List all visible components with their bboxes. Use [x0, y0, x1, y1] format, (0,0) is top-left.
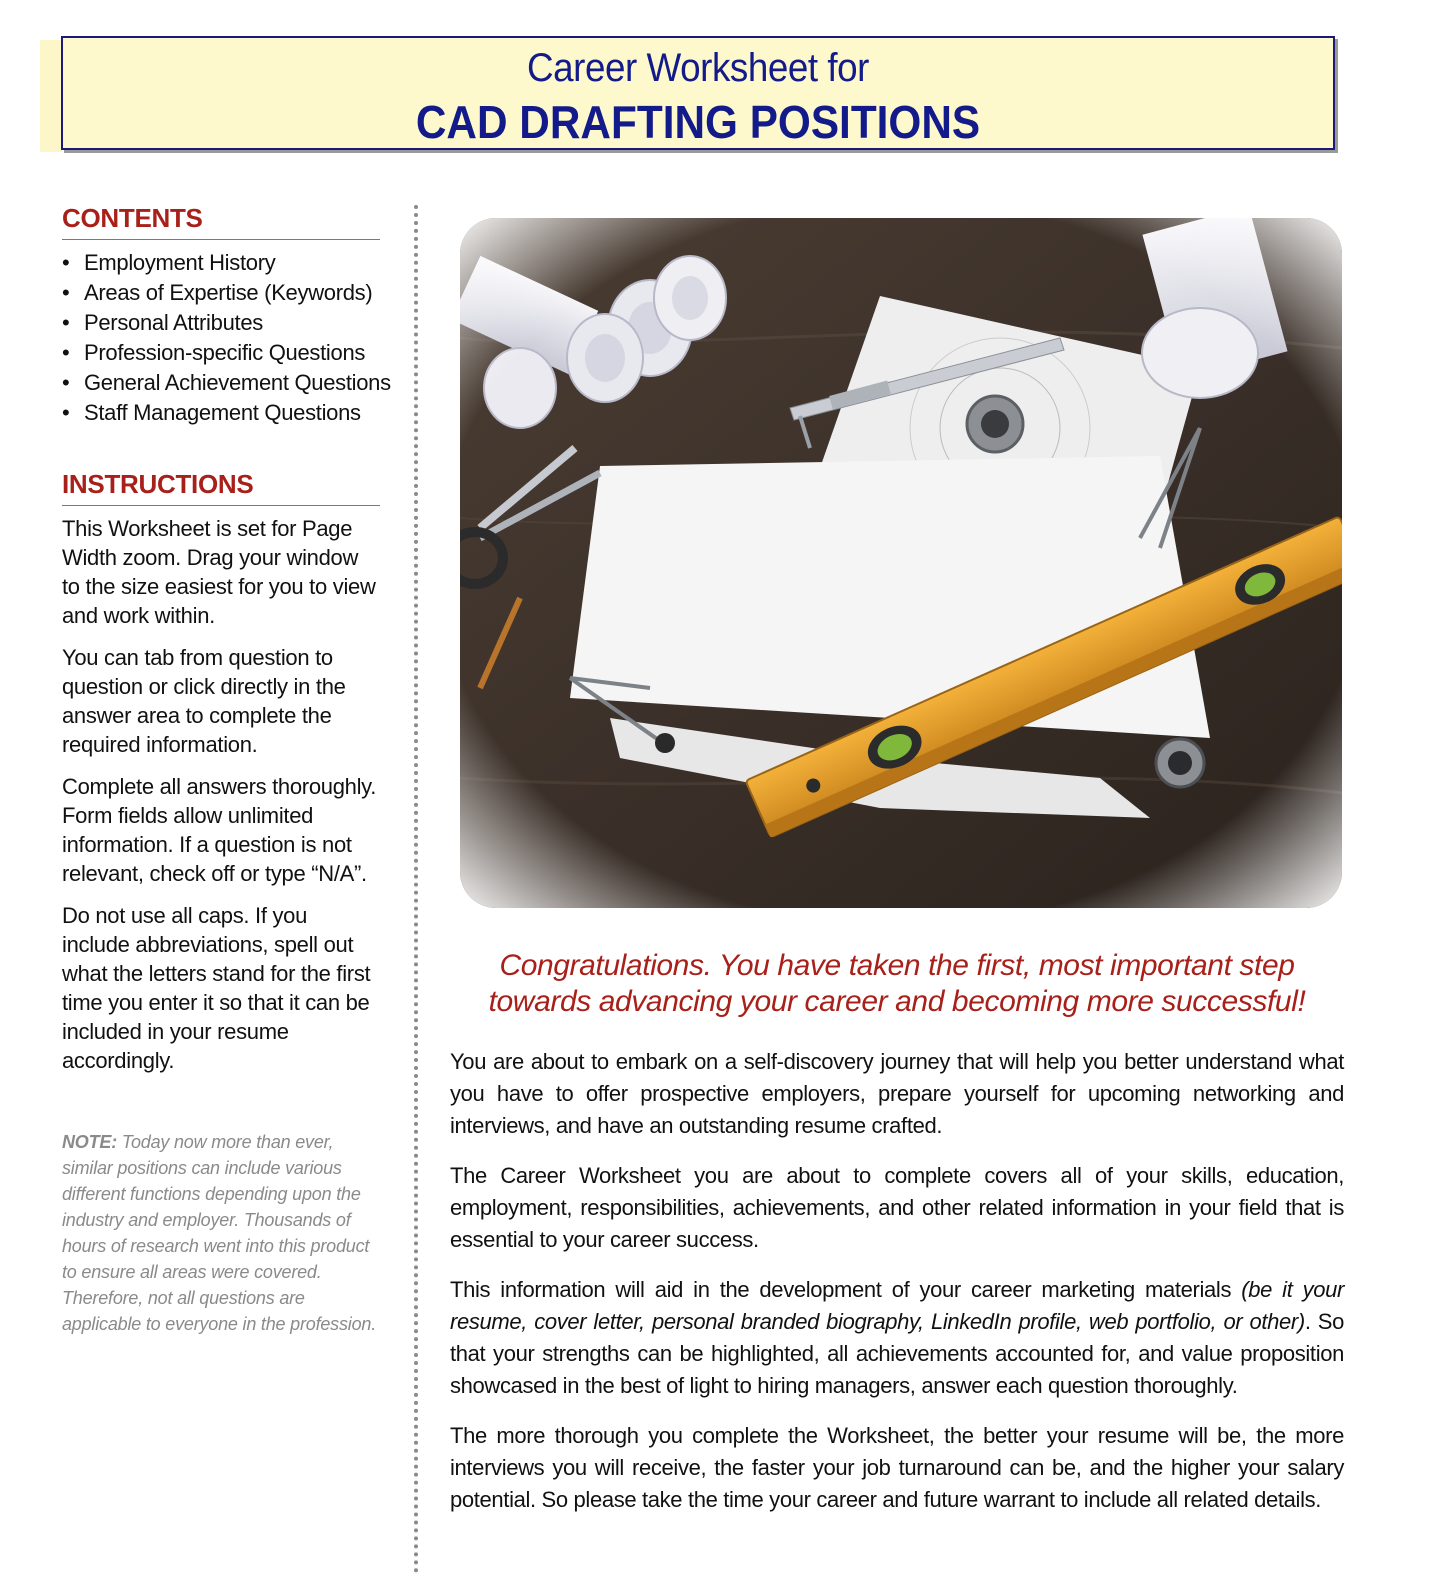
contents-item-areas-of-expertise[interactable] [62, 278, 380, 308]
bullet-icon: • [62, 400, 70, 425]
para3-start: This information will aid in the development of your career marketing materials [450, 1277, 1242, 1302]
contents-heading: CONTENTS [62, 204, 380, 240]
instructions-paragraph: This Worksheet is set for Page Width zoom. Drag your window to the size easiest for you to view and work within. [62, 516, 376, 628]
congratulations-message [452, 948, 1342, 1020]
bullet-icon: • [62, 310, 70, 335]
contents-item-general-achievement-questions[interactable] [62, 368, 391, 398]
note-text: Today now more than ever, similar positions can include various different functions depending upon the industry and employer. Thousands of hours of research went into this product to ensure all areas were covered. Therefore, not all questions are applicable to everyone in the profession. [62, 1132, 377, 1334]
contents-item-label: Personal Attributes [84, 310, 263, 335]
para3-end: . So that your strengths can be highlighted, all achievements accounted for, and value proposition showcased in the best of light to hiring managers, answer each question thoroughly. [450, 1309, 1345, 1398]
congrats-line-2: towards advancing your career and becoming more successful! [488, 985, 1306, 1018]
para3-italic: (be it your resume, cover letter, personal branded biography, LinkedIn profile, web portfolio, or other) [450, 1277, 1344, 1334]
intro-body [450, 1046, 1344, 1534]
contents-item-personal-attributes[interactable] [62, 308, 380, 338]
drafting-photo-illustration [460, 218, 1342, 908]
contents-item-label: Areas of Expertise (Keywords) [84, 280, 373, 305]
dotted-divider [414, 205, 418, 1574]
instructions-paragraph: Complete all answers thoroughly. Form fields allow unlimited information. If a question is not relevant, check off or type “N/A”. [62, 774, 377, 886]
drafting-tools-photo [460, 218, 1342, 908]
title-banner [61, 36, 1335, 150]
instructions-paragraph: Do not use all caps. If you include abbreviations, spell out what the letters stand for the first time you enter it so that it can be included in your resume accordingly. [62, 903, 371, 1073]
contents-item-staff-management-questions[interactable] [62, 398, 380, 428]
contents-item-profession-specific-questions[interactable] [62, 338, 380, 368]
contents-item-label: General Achievement Questions [84, 370, 391, 395]
contents-item-label: Staff Management Questions [84, 400, 361, 425]
contents-item-employment-history[interactable] [62, 248, 380, 278]
title-line-2: CAD DRAFTING POSITIONS [415, 96, 981, 148]
note [62, 1129, 380, 1337]
bullet-icon: • [62, 340, 70, 365]
bullet-icon: • [62, 250, 70, 275]
title-accent-band [40, 40, 62, 152]
title-line-1: Career Worksheet for [527, 46, 869, 90]
bullet-icon: • [62, 280, 70, 305]
instructions-paragraph: You can tab from question to question or click directly in the answer area to complete the required information. [62, 645, 346, 757]
intro-paragraph-1: You are about to embark on a self-discovery journey that will help you better understand what you have to offer prospective employers, prepare yourself for upcoming networking and interviews, and have an outstanding resume crafted. [450, 1049, 1344, 1138]
sidebar [62, 203, 391, 1337]
contents-item-label: Profession-specific Questions [84, 340, 366, 365]
intro-paragraph-4: The more thorough you complete the Worksheet, the better your resume will be, the more interviews you will receive, the faster your job turnaround can be, and the higher your salary potential. So please take the time your career and future warrant to include all related details. [450, 1423, 1344, 1512]
intro-paragraph-3 [450, 1274, 1344, 1402]
intro-paragraph-2: The Career Worksheet you are about to complete covers all of your skills, education, employment, responsibilities, achievements, and other related information in your field that is essential to your career success. [450, 1163, 1344, 1252]
contents-list [62, 248, 391, 428]
bullet-icon: • [62, 370, 70, 395]
note-label: NOTE: [62, 1132, 117, 1152]
contents-item-label: Employment History [84, 250, 276, 275]
instructions-heading: INSTRUCTIONS [62, 470, 380, 506]
congrats-line-1: Congratulations. You have taken the first, most important step [499, 949, 1295, 982]
